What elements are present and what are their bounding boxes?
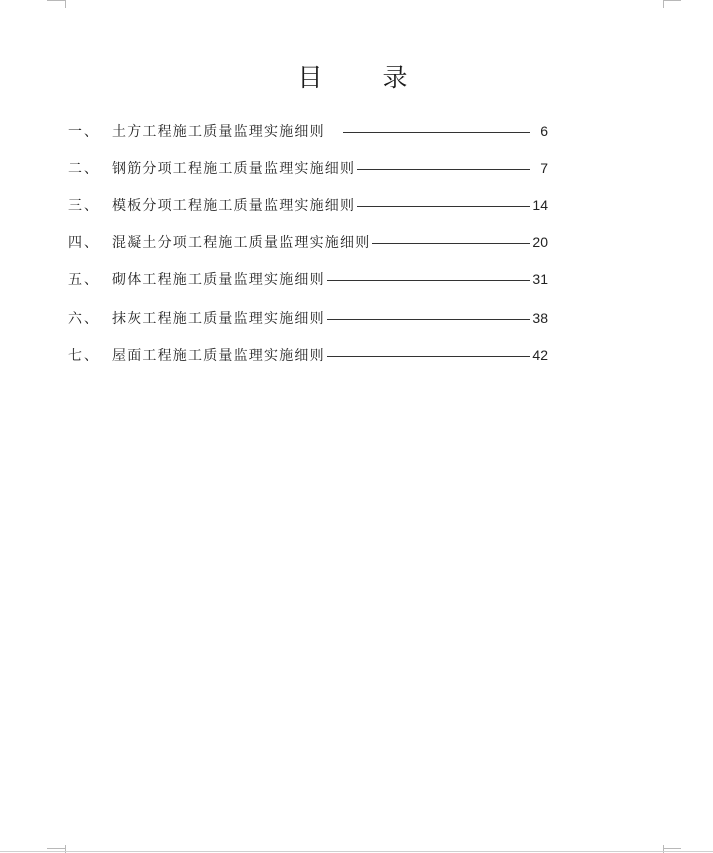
- toc-entry-number: 五、: [68, 272, 100, 288]
- toc-entry-number: 一、: [68, 124, 100, 140]
- toc-entry-label: 土方工程施工质量监理实施细则: [112, 124, 325, 140]
- toc-leader-line: [372, 243, 530, 244]
- toc-entry[interactable]: [68, 342, 548, 368]
- toc-leader-line: [343, 132, 530, 133]
- toc-entry[interactable]: [68, 305, 548, 331]
- crop-mark-bottom-right: [663, 848, 681, 849]
- toc-entry-label: 混凝土分项工程施工质量监理实施细则: [112, 235, 371, 251]
- toc-entry-page: 14: [532, 197, 548, 213]
- toc-entry-label: 砌体工程施工质量监理实施细则: [112, 272, 325, 288]
- toc-entry-label: 抹灰工程施工质量监理实施细则: [112, 311, 325, 327]
- crop-mark-bottom-left: [47, 848, 65, 849]
- crop-mark-top-left-v: [65, 0, 66, 8]
- toc-entry-number: 三、: [68, 198, 100, 214]
- toc-entry-label: 钢筋分项工程施工质量监理实施细则: [112, 161, 356, 177]
- toc-entry-number: 二、: [68, 161, 100, 177]
- toc-title: 目 录: [297, 63, 434, 92]
- toc-entry[interactable]: [68, 266, 548, 292]
- toc-entry[interactable]: [68, 192, 548, 218]
- toc-leader-line: [327, 280, 531, 281]
- toc-entry-label: 屋面工程施工质量监理实施细则: [112, 348, 325, 364]
- toc-entry-label: 模板分项工程施工质量监理实施细则: [112, 198, 356, 214]
- toc-entry-number: 四、: [68, 235, 100, 251]
- crop-mark-top-left: [47, 0, 65, 1]
- crop-mark-top-right: [663, 0, 681, 1]
- toc-entry-number: 七、: [68, 348, 100, 364]
- toc-entry[interactable]: [68, 155, 548, 181]
- crop-mark-top-right-v: [663, 0, 664, 8]
- toc-entry-page: 42: [532, 347, 548, 363]
- toc-entry[interactable]: [68, 118, 548, 144]
- toc-entry-page: 20: [532, 234, 548, 250]
- toc-leader-line: [327, 319, 531, 320]
- toc-entry-page: 7: [540, 160, 548, 176]
- toc-entry-page: 31: [532, 271, 548, 287]
- toc-leader-line: [327, 356, 531, 357]
- toc-entry-page: 6: [540, 123, 548, 139]
- toc-entry-page: 38: [532, 310, 548, 326]
- toc-entry[interactable]: [68, 229, 548, 255]
- toc-leader-line: [357, 169, 530, 170]
- toc-leader-line: [357, 206, 530, 207]
- toc-entry-number: 六、: [68, 311, 100, 327]
- page-bottom-edge: [0, 851, 713, 852]
